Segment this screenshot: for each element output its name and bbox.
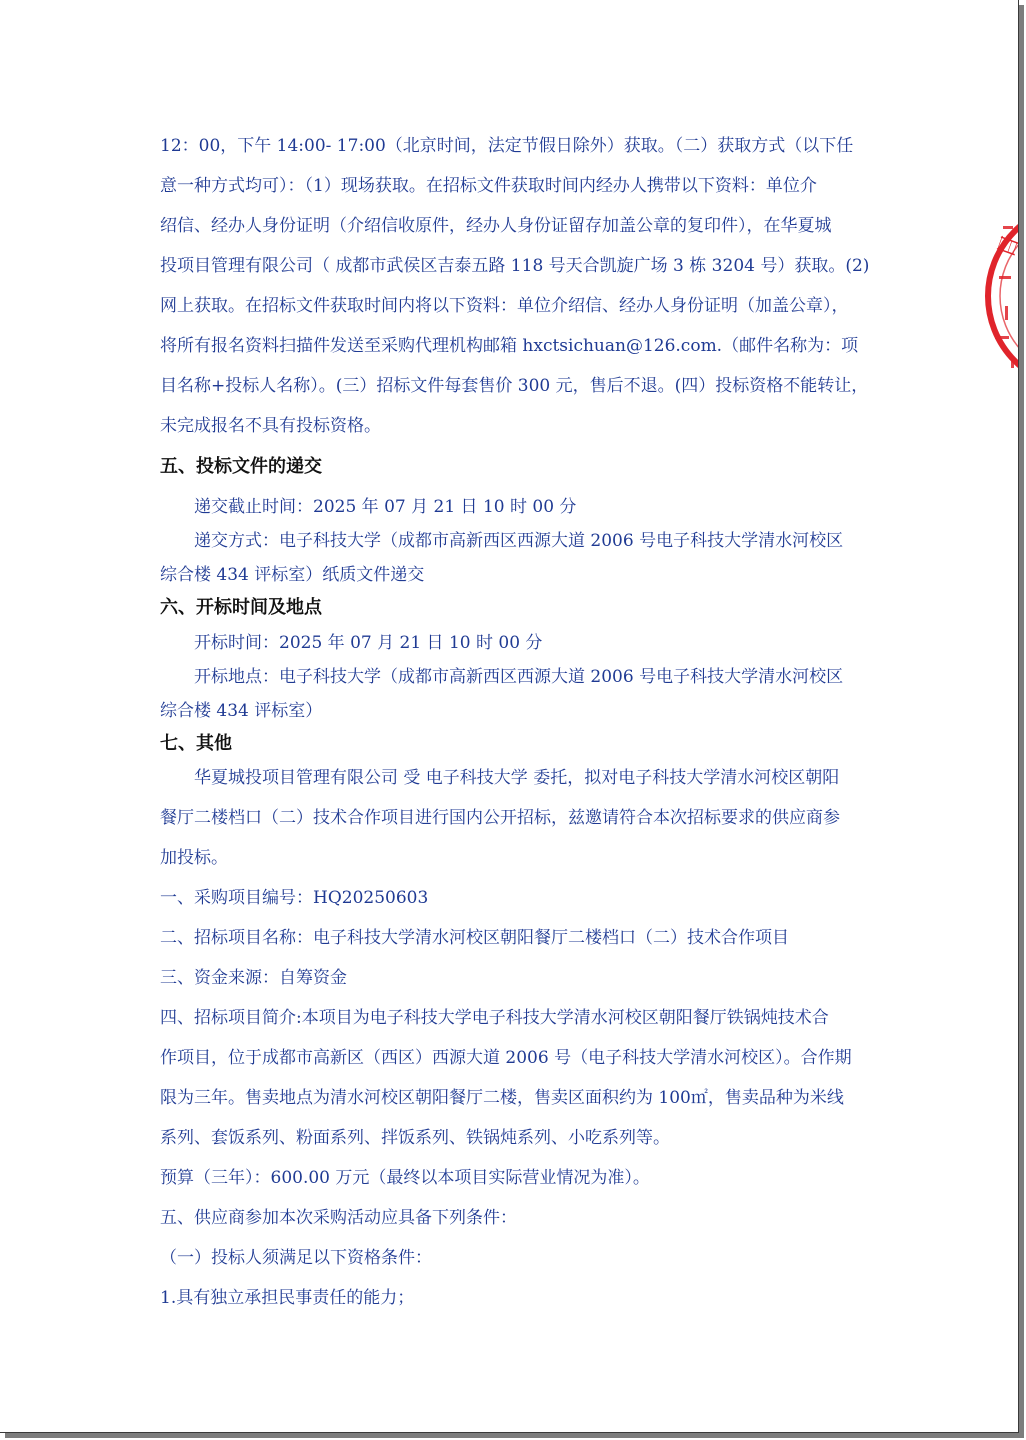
official-seal-image	[985, 196, 1025, 396]
intro-line: 未完成报名不具有投标资格。	[160, 416, 381, 436]
qualification-heading: （一）投标人须满足以下资格条件：	[160, 1248, 432, 1268]
body-line: 加投标。	[160, 848, 228, 868]
section6-heading: 六、开标时间及地点	[160, 597, 322, 618]
intro-line: 意一种方式均可）：（1）现场获取。在招标文件获取时间内经办人携带以下资料：单位介	[160, 176, 817, 196]
section7-heading: 七、其他	[160, 733, 232, 754]
submission-method-cont: 综合楼 434 评标室）纸质文件递交	[160, 565, 425, 585]
intro-line: 将所有报名资料扫描件发送至采购代理机构邮箱 hxctsichuan@126.com.（邮件名称为：项	[160, 336, 859, 356]
supplier-conditions: 五、供应商参加本次采购活动应具备下列条件：	[160, 1208, 517, 1228]
intro-line: 绍信、经办人身份证明（介绍信收原件，经办人身份证留存加盖公章的复印件），在华夏城	[160, 216, 832, 236]
body-line: 作项目，位于成都市高新区（西区）西源大道 2006 号（电子科技大学清水河校区）。合作期	[160, 1048, 852, 1068]
intro-line: 目名称+投标人名称）。(三）招标文件每套售价 300 元，售后不退。(四）投标资格不能转让，	[160, 376, 869, 396]
project-intro: 四、招标项目简介:本项目为电子科技大学电子科技大学清水河校区朝阳餐厅铁锅炖技术合	[160, 1008, 829, 1028]
project-name: 二、招标项目名称：电子科技大学清水河校区朝阳餐厅二楼档口（二）技术合作项目	[160, 928, 789, 948]
qualification-item: 1.具有独立承担民事责任的能力；	[160, 1288, 415, 1308]
seal-char: 目	[993, 231, 1025, 262]
body-line: 限为三年。售卖地点为清水河校区朝阳餐厅二楼，售卖区面积约为 100㎡，售卖品种为米线	[160, 1088, 844, 1108]
submission-deadline: 递交截止时间：2025 年 07 月 21 日 10 时 00 分	[194, 497, 577, 517]
intro-line: 12：00，下午 14:00- 17:00（北京时间，法定节假日除外）获取。（二）获取方式（以下任	[160, 136, 854, 156]
project-number: 一、采购项目编号：HQ20250603	[160, 888, 429, 908]
opening-place: 开标地点：电子科技大学（成都市高新西区西源大道 2006 号电子科技大学清水河校区	[194, 667, 844, 687]
fund-source: 三、资金来源：自筹资金	[160, 968, 347, 988]
body-line: 系列、套饭系列、粉面系列、拌饭系列、铁锅炖系列、小吃系列等。	[160, 1128, 670, 1148]
section7-body	[160, 758, 870, 1318]
submission-method: 递交方式：电子科技大学（成都市高新西区西源大道 2006 号电子科技大学清水河校区	[194, 531, 844, 551]
budget: 预算（三年）：600.00 万元（最终以本项目实际营业情况为准）。	[160, 1168, 650, 1188]
opening-time: 开标时间：2025 年 07 月 21 日 10 时 00 分	[194, 633, 543, 653]
body-line: 华夏城投项目管理有限公司 受 电子科技大学 委托，拟对电子科技大学清水河校区朝阳	[194, 768, 840, 788]
body-line: 餐厅二楼档口（二）技术合作项目进行国内公开招标，兹邀请符合本次招标要求的供应商参	[160, 808, 840, 828]
intro-paragraph	[160, 126, 870, 446]
intro-line: 网上获取。在招标文件获取时间内将以下资料：单位介绍信、经办人身份证明（加盖公章），	[160, 296, 849, 316]
opening-place-cont: 综合楼 434 评标室）	[160, 701, 323, 721]
intro-line: 投项目管理有限公司（ 成都市武侯区吉泰五路 118 号天合凯旋广场 3 栋 3204 号）获取。(2)	[160, 256, 870, 276]
section5-heading: 五、投标文件的递交	[160, 456, 322, 477]
